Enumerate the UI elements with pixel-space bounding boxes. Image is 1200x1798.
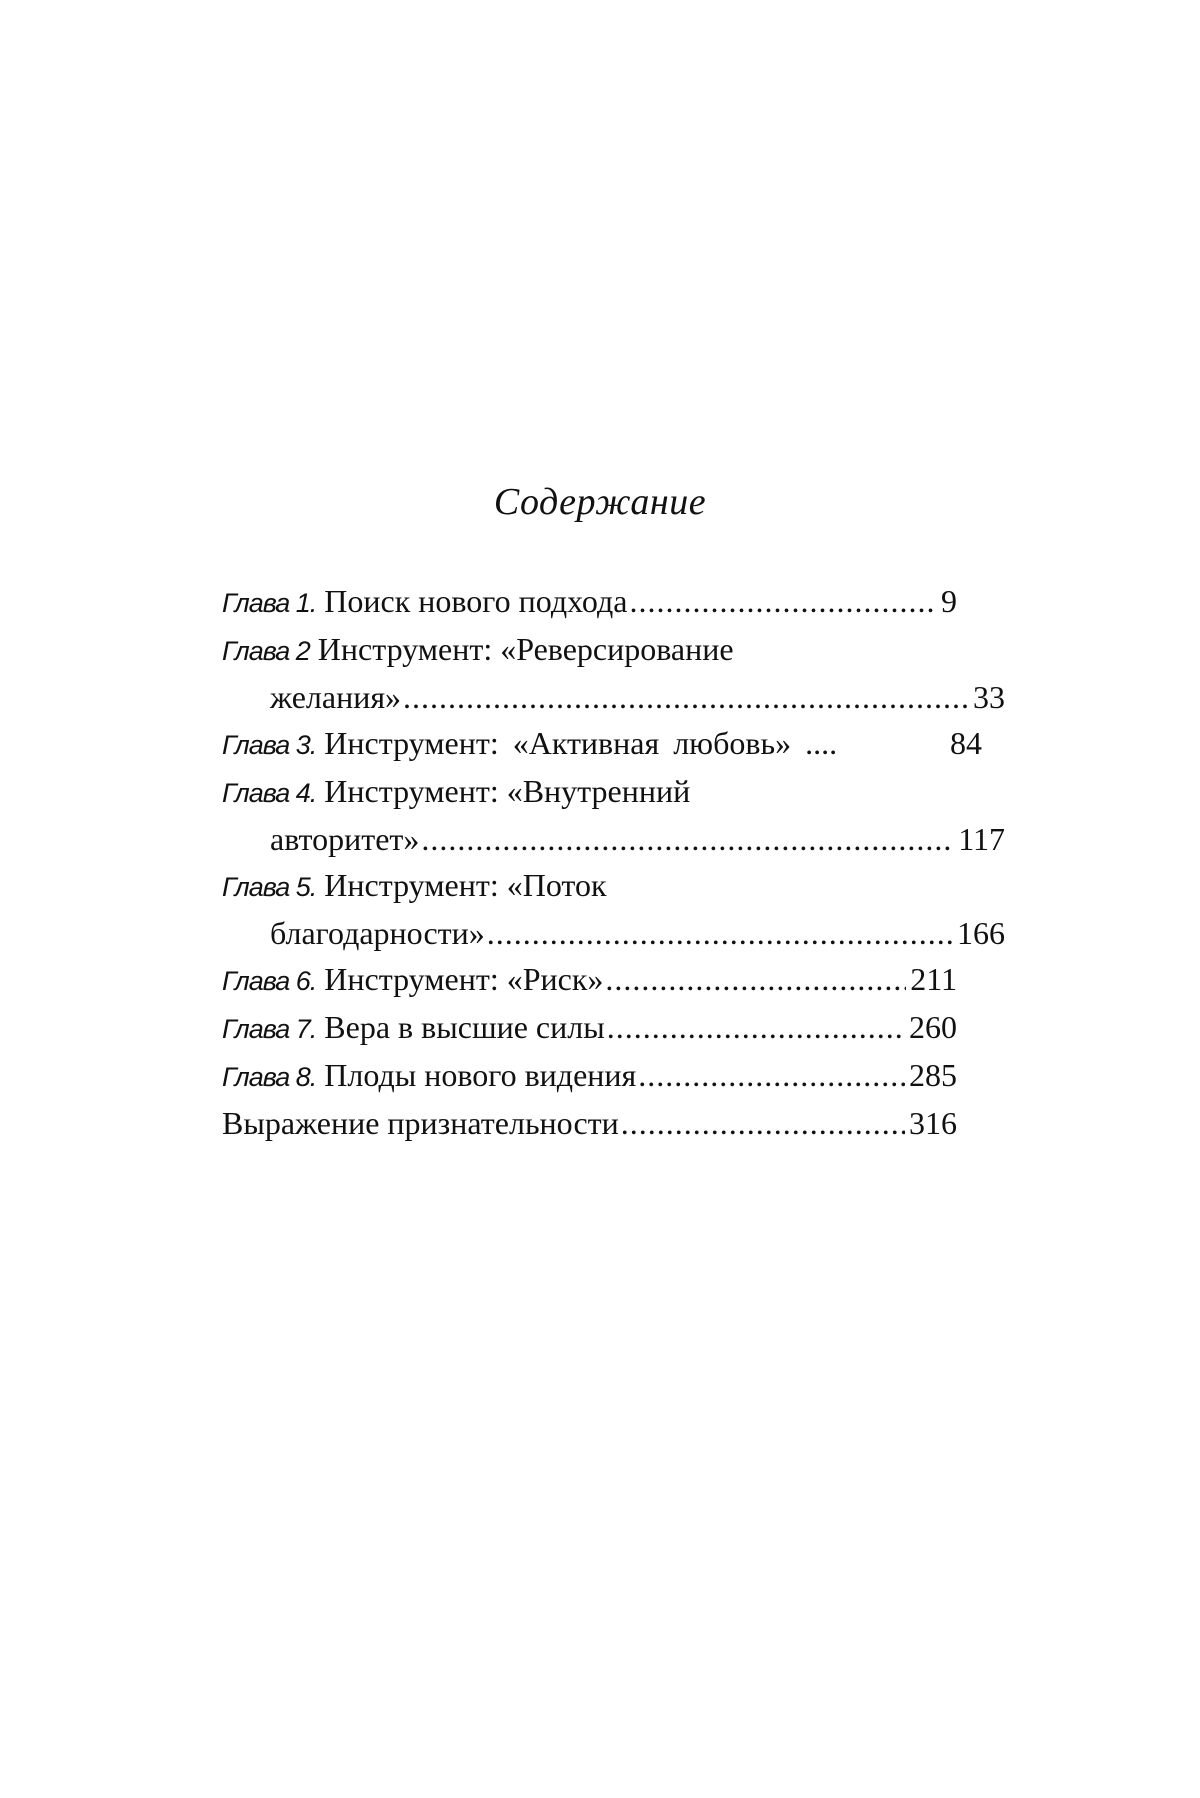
chapter-number: Глава 4.	[222, 778, 317, 808]
chapter-number: Глава 2	[222, 636, 310, 666]
chapter-number: Глава 3.	[222, 730, 317, 760]
page-title: Содержание	[493, 481, 707, 523]
chapter-title-continuation: авторитет»	[270, 821, 420, 857]
table-of-contents	[222, 578, 1005, 1146]
page-number: 9	[941, 583, 957, 619]
chapter-title: Инструмент: «Активная любовь» ....	[324, 725, 838, 761]
page-number: 117	[958, 821, 1005, 857]
page-number: 316	[909, 1105, 957, 1141]
toc-entry	[222, 956, 982, 1004]
chapter-title: Инструмент: «Реверсирование	[317, 631, 734, 667]
toc-entry	[222, 626, 1005, 720]
toc-line	[222, 862, 982, 910]
toc-line-continuation	[222, 816, 1005, 862]
page-number: 260	[909, 1009, 957, 1045]
toc-line	[222, 720, 982, 768]
dot-leader	[607, 1004, 905, 1050]
section-title: Выражение признательности	[222, 1105, 619, 1141]
dot-leader	[421, 816, 954, 862]
dot-leader	[629, 578, 937, 624]
toc-entry	[222, 862, 1005, 956]
chapter-title: Инструмент: «Поток	[324, 867, 607, 903]
chapter-number: Глава 5.	[222, 872, 317, 902]
toc-line	[222, 1004, 957, 1052]
page-number: 33	[973, 679, 1005, 715]
chapter-number: Глава 1.	[222, 588, 317, 618]
chapter-title: Поиск нового подхода	[324, 583, 628, 619]
chapter-number: Глава 8.	[222, 1062, 317, 1092]
chapter-number: Глава 7.	[222, 1014, 317, 1044]
toc-entry	[222, 1052, 982, 1100]
toc-line	[222, 956, 957, 1004]
page-number: 285	[909, 1057, 957, 1093]
dot-leader	[403, 674, 969, 720]
toc-entry	[222, 768, 1005, 862]
chapter-title-continuation: благодарности»	[270, 915, 485, 951]
toc-entry	[222, 720, 982, 768]
chapter-title: Инструмент: «Риск»	[324, 961, 604, 997]
toc-line-continuation	[222, 674, 1005, 720]
page-number: 166	[957, 915, 1005, 951]
chapter-title: Вера в высшие силы	[324, 1009, 605, 1045]
chapter-number: Глава 6.	[222, 966, 317, 996]
page-number: 84	[950, 725, 982, 761]
toc-line	[222, 1100, 957, 1146]
dot-leader	[487, 910, 953, 956]
toc-line	[222, 578, 957, 626]
chapter-title: Плоды нового видения	[324, 1057, 637, 1093]
toc-entry	[222, 1004, 982, 1052]
toc-line	[222, 768, 982, 816]
toc-line-continuation	[222, 910, 1005, 956]
toc-entry	[222, 1100, 982, 1146]
dot-leader	[638, 1052, 905, 1098]
chapter-title-continuation: желания»	[270, 679, 402, 715]
toc-line	[222, 626, 982, 674]
page-number: 211	[910, 961, 957, 997]
chapter-title: Инструмент: «Внутренний	[324, 773, 691, 809]
dot-leader	[621, 1100, 905, 1146]
toc-line	[222, 1052, 957, 1100]
dot-leader	[605, 956, 906, 1002]
toc-entry	[222, 578, 982, 626]
